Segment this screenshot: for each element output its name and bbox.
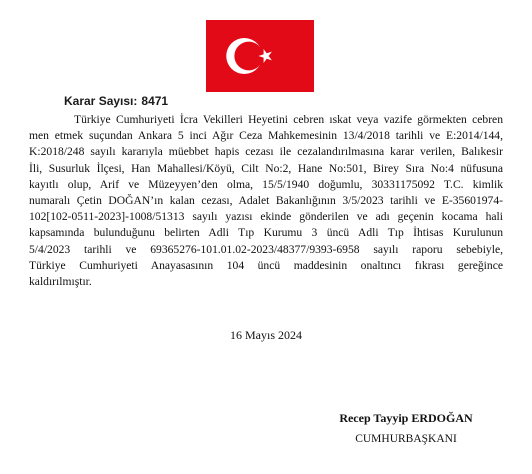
body-line: numaralı Çetin DOĞAN’ın kalan cezası, Adalet Bakanlığının 3/5/2023 tarihli ve E-35601974- (29, 193, 503, 207)
body-line: İli, Susurluk İlçesi, Han Mahallesi/Köyü, Cilt No:2, Hane No:501, Birey Sıra No:4 nüfusuna (29, 161, 503, 175)
body-line: Türkiye Cumhuriyeti İcra Vekilleri Heyetini cebren ıskat veya vazife görmekten cebren (74, 113, 503, 126)
body-line: K:2018/248 sayılı kararıyla müebbet hapis cezası ile cezalandırılmasına karar verilen, Balıkesir (29, 145, 503, 159)
turkish-flag-icon (206, 20, 314, 92)
body-line: Türkiye Cumhuriyeti Anayasasının 104 üncü maddesinin onaltıncı fıkrası gereğince (29, 258, 503, 272)
body-line: 102[102-0511-2023]-1008/51313 sayılı yazısı ekinde gönderilen ve adı geçenin kocama hali (29, 210, 503, 224)
decree-number (64, 94, 168, 108)
body-line: men etmek suçundan Ankara 5 inci Ağır Ceza Mahkemesinin 13/4/2018 tarihli ve E:2014/144, (29, 129, 503, 143)
body-line: 5/4/2023 tarihli ve 69365276-101.01.02-2023/48377/9393-6958 sayılı raporu sebebiyle, (29, 242, 503, 256)
decree-date: 16 Mayıs 2024 (230, 328, 302, 342)
decree-number-value: 8471 (141, 94, 169, 108)
signer-name: Recep Tayyip ERDOĞAN (339, 411, 473, 425)
body-line: kayıtlı olup, Arif ve Müzeyyen’den olma, 15/5/1940 doğumlu, 30331175092 T.C. kimlik (29, 177, 503, 191)
decree-number-label: Karar Sayısı: (64, 94, 138, 108)
decree-body (29, 112, 503, 290)
body-line: kapsamında bulunduğunu belirten Adli Tıp Kurumu 3 üncü Adli Tıp İhtisas Kurulunun (29, 226, 503, 240)
signer-title: CUMHURBAŞKANI (355, 433, 457, 445)
body-line: kaldırılmıştır. (29, 274, 92, 288)
